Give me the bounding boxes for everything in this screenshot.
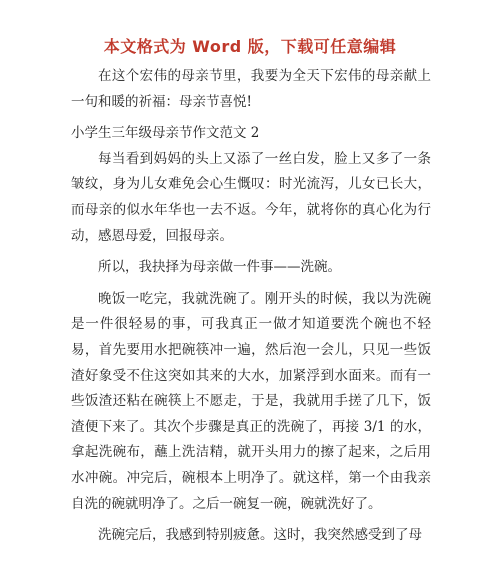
paragraph-intro: 在这个宏伟的母亲节里，我要为全天下宏伟的母亲献上一句和暖的祈福：母亲节喜悦! — [71, 68, 431, 110]
essay-title: 小学生三年级母亲节作文范文 2 — [71, 125, 260, 142]
essay-body — [71, 64, 431, 549]
paragraph-3: 晚饭一吃完，我就洗碗了。刚开头的时候，我以为洗碗是一件很轻易的事，可我真正一做才知道要洗个碗也不轻易，首先要用水把碗筷冲一遍，然后泡一会儿，只见一些饭渣好象受不住这突如其来的大水，加紧浮到水面来。而有一些饭渣还粘在碗筷上不愿走，于是，我就用手搓了几下，饭渣便下来了。其次个步骤是真正的洗碗了，再接 3/1 的水，拿起洗碗布，蘸上洗洁精，就开头用力的擦了起来，之后用水冲碗。冲完后，碗根本上明净了。就这样，第一个由我亲自洗的碗就明净了。之后一碗复一碗，碗就洗好了。 — [71, 290, 431, 512]
paragraph-1: 每当看到妈妈的头上又添了一丝白发，脸上又多了一条皱纹，身为儿女难免会心生慨叹：时光流泻，儿女已长大，而母亲的似水年华也一去不返。今年，就将你的真心化为行动，感恩母爱，回报母亲。 — [71, 150, 431, 244]
paragraph-4: 洗碗完后，我感到特别疲惫。这时，我突然感受到了母 — [98, 527, 422, 544]
paragraph-2: 所以，我抉择为母亲做一件事——洗碗。 — [98, 259, 341, 276]
word-format-banner: 本文格式为 Word 版，下载可任意编辑 — [103, 37, 397, 56]
